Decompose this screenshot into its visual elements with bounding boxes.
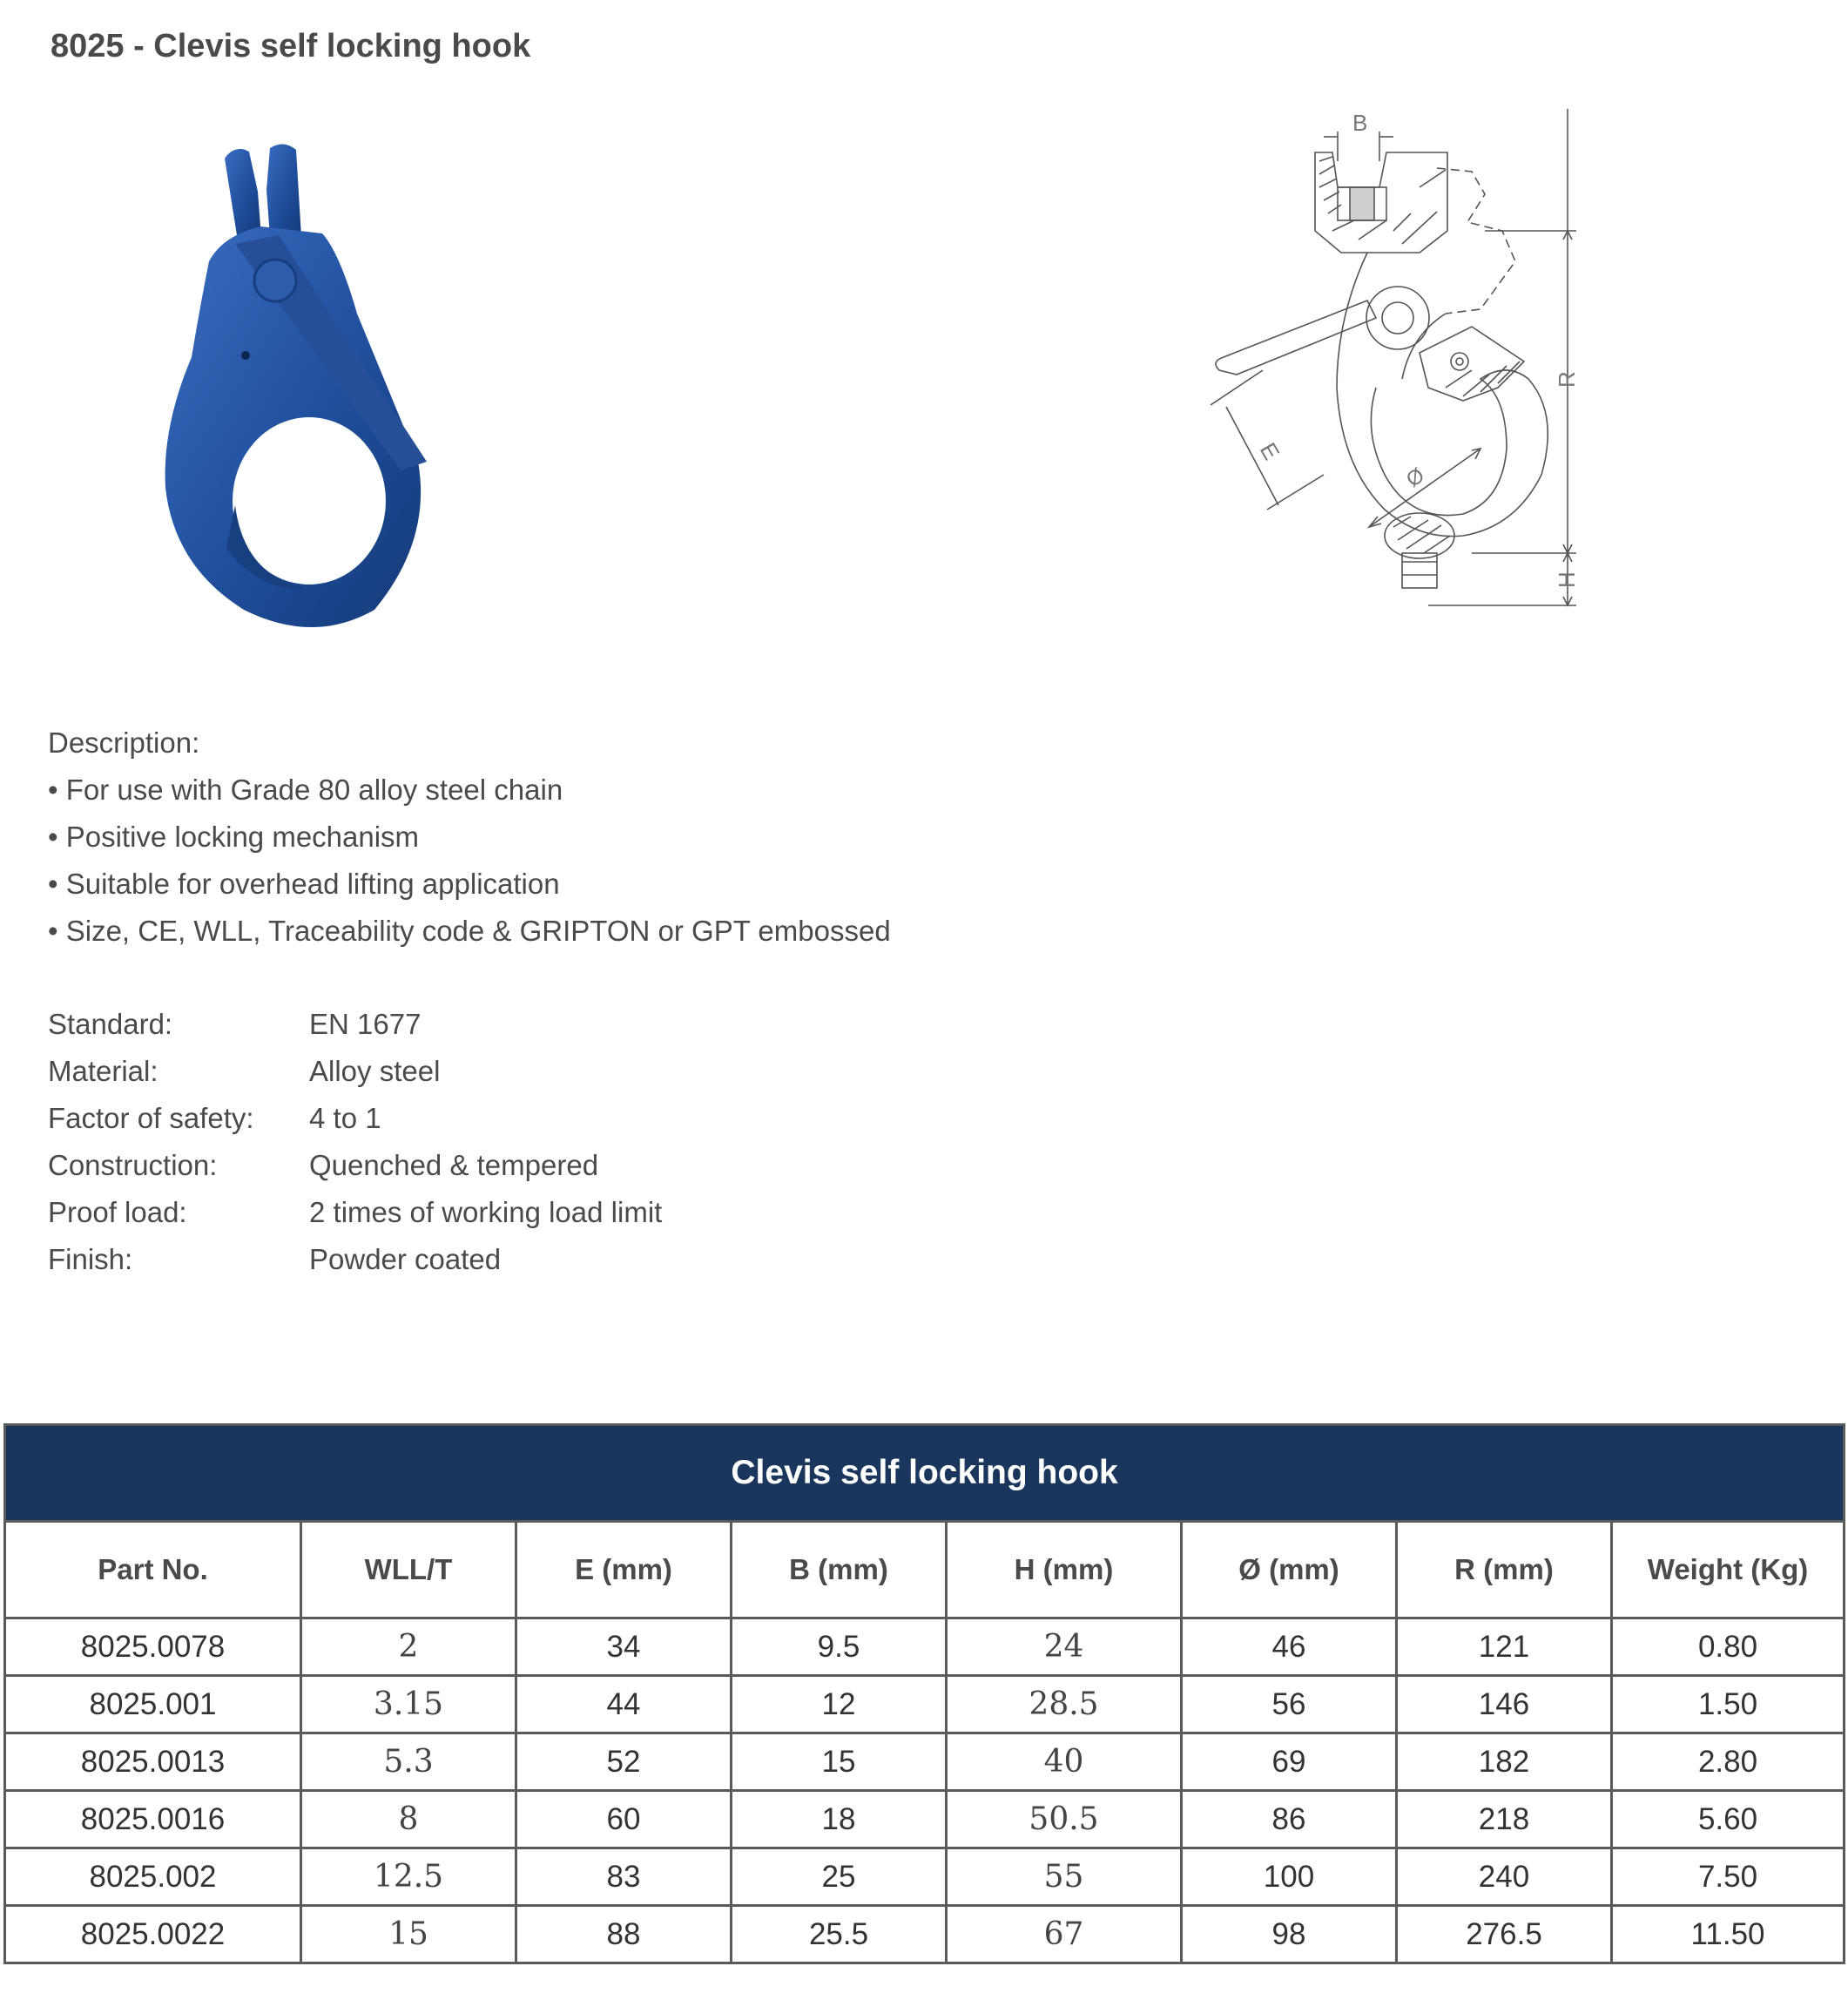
description-heading: Description: bbox=[48, 726, 200, 759]
table-cell: 86 bbox=[1182, 1791, 1397, 1848]
table-cell: 9.5 bbox=[732, 1618, 947, 1676]
table-cell: 2.80 bbox=[1612, 1733, 1845, 1791]
table-cell: 25 bbox=[732, 1848, 947, 1906]
table-row bbox=[5, 1906, 1845, 1963]
table-cell: 0.80 bbox=[1612, 1618, 1845, 1676]
table-cell: 8025.0078 bbox=[5, 1618, 301, 1676]
table-cell: 7.50 bbox=[1612, 1848, 1845, 1906]
dim-h-label: H bbox=[1554, 571, 1580, 588]
table-cell: 121 bbox=[1397, 1618, 1612, 1676]
dim-e-label: E bbox=[1254, 438, 1285, 465]
table-cell: 5.3 bbox=[301, 1733, 516, 1791]
table-cell: 69 bbox=[1182, 1733, 1397, 1791]
table-row bbox=[5, 1733, 1845, 1791]
table-cell: 44 bbox=[516, 1676, 732, 1733]
table-cell: 83 bbox=[516, 1848, 732, 1906]
table-cell: 2 bbox=[301, 1618, 516, 1676]
dim-r-label: R bbox=[1554, 371, 1580, 388]
table-cell: 8025.0013 bbox=[5, 1733, 301, 1791]
table-row bbox=[5, 1618, 1845, 1676]
spec-label: Material: bbox=[48, 1055, 158, 1087]
description-bullet: • Suitable for overhead lifting application bbox=[48, 868, 560, 900]
spec-label: Factor of safety: bbox=[48, 1102, 254, 1134]
table-cell: 146 bbox=[1397, 1676, 1612, 1733]
description-bullet: • For use with Grade 80 alloy steel chain bbox=[48, 774, 563, 806]
table-cell: 15 bbox=[732, 1733, 947, 1791]
spec-row-safety-factor bbox=[48, 1095, 832, 1142]
table-row bbox=[5, 1848, 1845, 1906]
table-cell: 34 bbox=[516, 1618, 732, 1676]
table-cell: 18 bbox=[732, 1791, 947, 1848]
spec-row-finish bbox=[48, 1236, 832, 1283]
hook-photo bbox=[139, 139, 453, 645]
spec-label: Finish: bbox=[48, 1243, 133, 1275]
spec-label: Construction: bbox=[48, 1149, 218, 1181]
table-caption: Clevis self locking hook bbox=[5, 1425, 1845, 1522]
table-cell: 50.5 bbox=[947, 1791, 1182, 1848]
description-bullet: • Size, CE, WLL, Traceability code & GRIPTON or GPT embossed bbox=[48, 915, 891, 947]
table-cell: 46 bbox=[1182, 1618, 1397, 1676]
col-header: H (mm) bbox=[947, 1522, 1182, 1618]
col-header: Part No. bbox=[5, 1522, 301, 1618]
table-cell: 182 bbox=[1397, 1733, 1612, 1791]
table-cell: 8025.001 bbox=[5, 1676, 301, 1733]
col-header: Ø (mm) bbox=[1182, 1522, 1397, 1618]
col-header: R (mm) bbox=[1397, 1522, 1612, 1618]
description-section bbox=[48, 720, 891, 955]
table-cell: 15 bbox=[301, 1906, 516, 1963]
table-cell: 52 bbox=[516, 1733, 732, 1791]
table-cell: 56 bbox=[1182, 1676, 1397, 1733]
spec-value: Quenched & tempered bbox=[309, 1149, 599, 1181]
table-cell: 28.5 bbox=[947, 1676, 1182, 1733]
table-header-row bbox=[5, 1522, 1845, 1618]
technical-drawing bbox=[1184, 100, 1637, 640]
table-cell: 218 bbox=[1397, 1791, 1612, 1848]
table-cell: 11.50 bbox=[1612, 1906, 1845, 1963]
col-header: B (mm) bbox=[732, 1522, 947, 1618]
table-cell: 12.5 bbox=[301, 1848, 516, 1906]
table-cell: 100 bbox=[1182, 1848, 1397, 1906]
table-cell: 98 bbox=[1182, 1906, 1397, 1963]
table-cell: 12 bbox=[732, 1676, 947, 1733]
spec-value: 4 to 1 bbox=[309, 1102, 381, 1134]
table-row bbox=[5, 1676, 1845, 1733]
spec-label: Proof load: bbox=[48, 1196, 187, 1228]
col-header: E (mm) bbox=[516, 1522, 732, 1618]
spec-row-material bbox=[48, 1048, 832, 1095]
table-cell: 60 bbox=[516, 1791, 732, 1848]
spec-row-proof-load bbox=[48, 1189, 832, 1236]
dim-phi-label: Ø bbox=[1401, 463, 1429, 492]
table-cell: 40 bbox=[947, 1733, 1182, 1791]
spec-row-construction bbox=[48, 1142, 832, 1189]
col-header: Weight (Kg) bbox=[1612, 1522, 1845, 1618]
table-cell: 24 bbox=[947, 1618, 1182, 1676]
table-cell: 8 bbox=[301, 1791, 516, 1848]
table-cell: 88 bbox=[516, 1906, 732, 1963]
table-cell: 240 bbox=[1397, 1848, 1612, 1906]
col-header: WLL/T bbox=[301, 1522, 516, 1618]
specifications bbox=[48, 1001, 832, 1283]
table-cell: 25.5 bbox=[732, 1906, 947, 1963]
page-title: 8025 - Clevis self locking hook bbox=[51, 28, 531, 64]
spec-label: Standard: bbox=[48, 1008, 173, 1040]
table-cell: 55 bbox=[947, 1848, 1182, 1906]
spec-value: Alloy steel bbox=[309, 1055, 441, 1087]
spec-row-standard bbox=[48, 1001, 832, 1048]
table-cell: 276.5 bbox=[1397, 1906, 1612, 1963]
spec-value: Powder coated bbox=[309, 1243, 502, 1275]
table-cell: 3.15 bbox=[301, 1676, 516, 1733]
dim-b-label: B bbox=[1352, 110, 1368, 136]
table-cell: 8025.002 bbox=[5, 1848, 301, 1906]
product-table bbox=[3, 1423, 1845, 1964]
table-cell: 67 bbox=[947, 1906, 1182, 1963]
table-cell: 5.60 bbox=[1612, 1791, 1845, 1848]
table-cell: 8025.0022 bbox=[5, 1906, 301, 1963]
table-cell: 1.50 bbox=[1612, 1676, 1845, 1733]
spec-value: EN 1677 bbox=[309, 1008, 422, 1040]
table-row bbox=[5, 1791, 1845, 1848]
description-bullet: • Positive locking mechanism bbox=[48, 821, 420, 853]
table-cell: 8025.0016 bbox=[5, 1791, 301, 1848]
spec-value: 2 times of working load limit bbox=[309, 1196, 663, 1228]
